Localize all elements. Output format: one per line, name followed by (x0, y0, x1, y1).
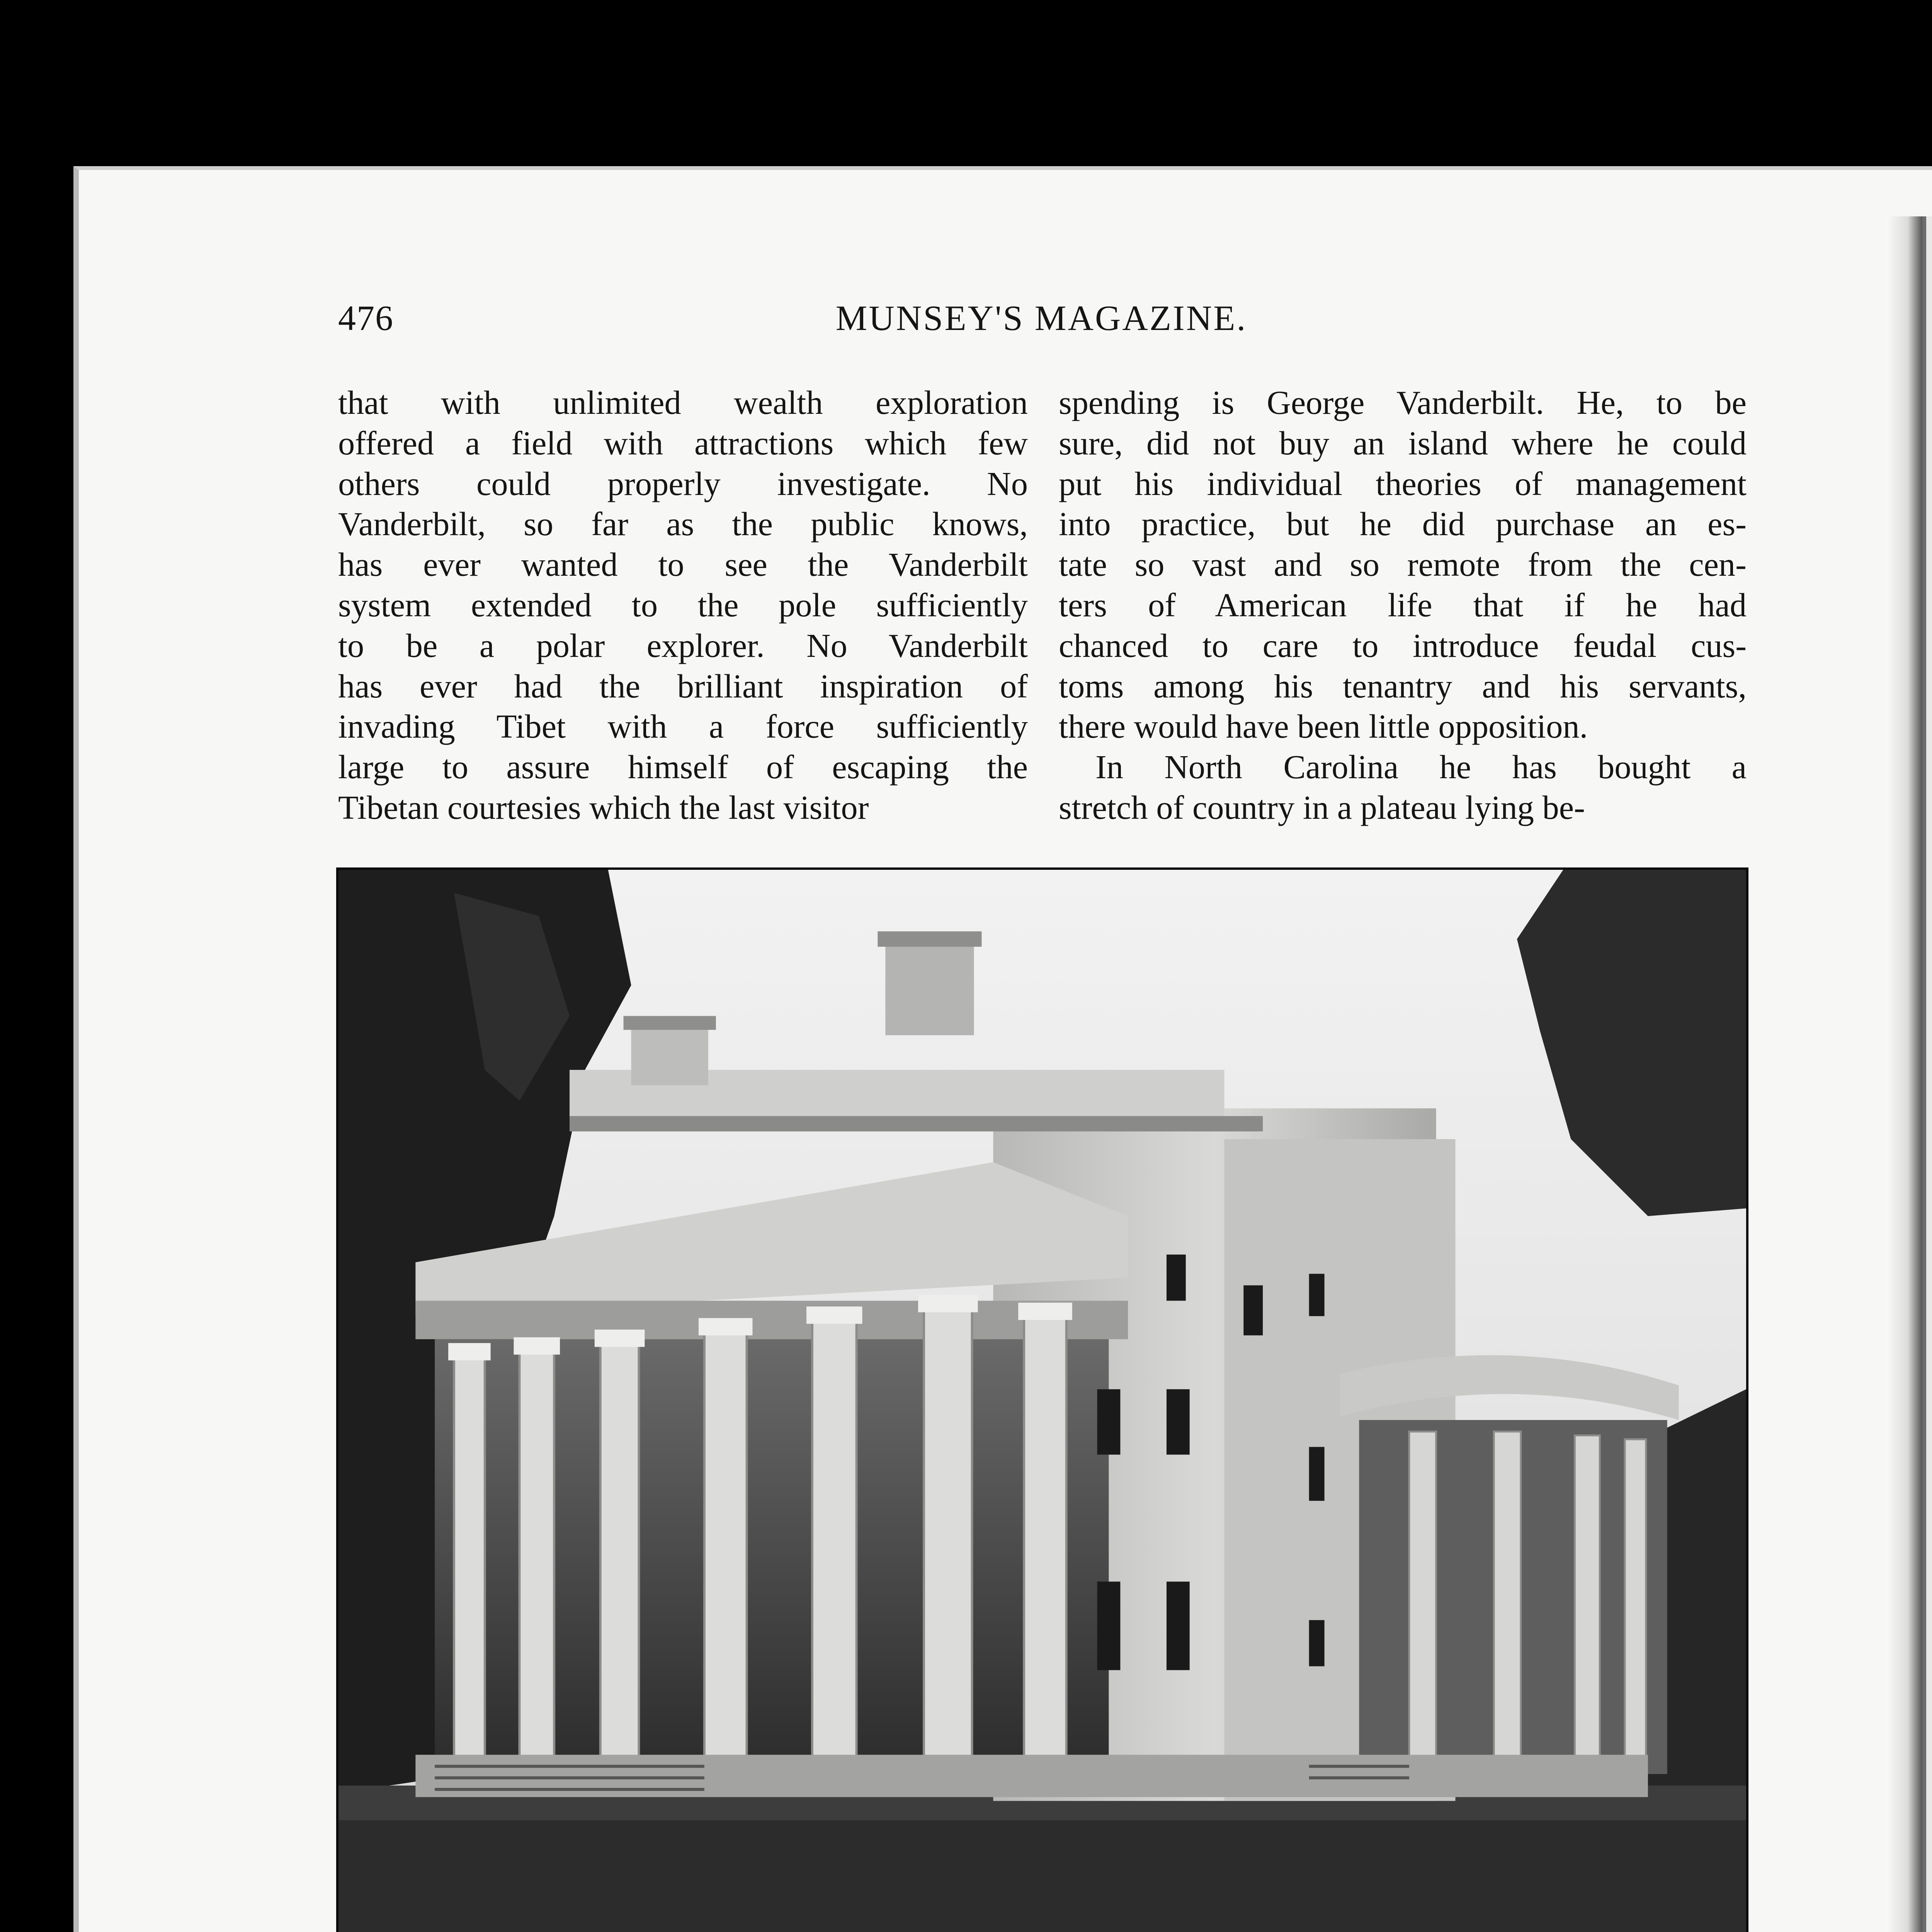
text-line: put his individual theories of management (1059, 465, 1747, 502)
magazine-title: MUNSEY'S MAGAZINE. (835, 298, 1247, 338)
text-line: to be a polar explorer. No Vanderbilt (338, 627, 1028, 664)
page-number: 476 (338, 298, 394, 338)
text-line: chanced to care to introduce feudal cus- (1059, 627, 1747, 664)
mansion-illustration (338, 870, 1746, 1932)
running-head (338, 298, 1745, 352)
text-line: has ever wanted to see the Vanderbilt (338, 546, 1028, 583)
text-line: that with unlimited wealth exploration (338, 384, 1028, 421)
text-line: system extended to the pole sufficiently (338, 586, 1028, 624)
page-gutter-shadow (1886, 216, 1922, 1932)
column-top-right (1059, 383, 1747, 828)
text-line: ters of American life that if he had (1059, 586, 1747, 624)
text-line: invading Tibet with a force sufficiently (338, 708, 1028, 745)
text-line: has ever had the brilliant inspiration of (338, 667, 1028, 705)
text-line: sure, did not buy an island where he could (1059, 424, 1747, 462)
text-line: tate so vast and so remote from the cen- (1059, 546, 1747, 583)
column-top-left (338, 383, 1028, 828)
text-line: offered a field with attractions which few (338, 424, 1028, 462)
text-line: spending is George Vanderbilt. He, to be (1059, 384, 1747, 421)
text-line: In North Carolina he has bought a (1095, 748, 1747, 786)
text-line: toms among his tenantry and his servants, (1059, 667, 1747, 705)
residence-photograph (336, 867, 1748, 1932)
text-line: stretch of country in a plateau lying be- (1059, 789, 1585, 826)
text-line: Tibetan courtesies which the last visitor (338, 789, 869, 826)
text-line: into practice, but he did purchase an es- (1059, 505, 1747, 543)
text-line: there would have been little opposition. (1059, 708, 1588, 745)
text-line: others could properly investigate. No (338, 465, 1028, 502)
next-page-edge (1922, 216, 1932, 1932)
text-line: Vanderbilt, so far as the public knows, (338, 505, 1028, 543)
text-line: large to assure himself of escaping the (338, 748, 1028, 786)
